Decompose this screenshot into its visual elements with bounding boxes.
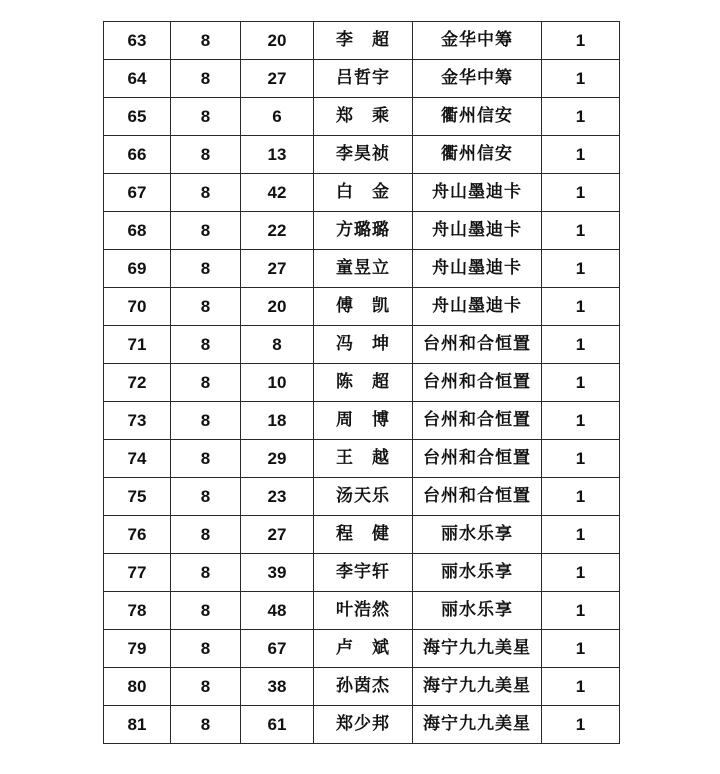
count-cell: 23	[241, 478, 314, 516]
group-cell: 8	[171, 174, 241, 212]
score-cell: 1	[542, 554, 620, 592]
player-name-cell: 郑少邦	[314, 706, 413, 744]
row-number-cell: 80	[104, 668, 171, 706]
roster-table	[103, 21, 620, 744]
count-cell: 8	[241, 326, 314, 364]
row-number-cell: 77	[104, 554, 171, 592]
score-cell: 1	[542, 136, 620, 174]
count-cell: 67	[241, 630, 314, 668]
table-row	[104, 440, 620, 478]
row-number-cell: 73	[104, 402, 171, 440]
row-number-cell: 71	[104, 326, 171, 364]
score-cell: 1	[542, 478, 620, 516]
player-name-cell: 方璐璐	[314, 212, 413, 250]
score-cell: 1	[542, 22, 620, 60]
team-name-cell: 海宁九九美星	[413, 668, 542, 706]
team-name-cell: 金华中筹	[413, 22, 542, 60]
player-name-cell: 周 博	[314, 402, 413, 440]
count-cell: 20	[241, 288, 314, 326]
player-name-cell: 程 健	[314, 516, 413, 554]
table-row	[104, 706, 620, 744]
team-name-cell: 丽水乐享	[413, 516, 542, 554]
score-cell: 1	[542, 174, 620, 212]
table-row	[104, 288, 620, 326]
group-cell: 8	[171, 630, 241, 668]
table-row	[104, 326, 620, 364]
count-cell: 13	[241, 136, 314, 174]
player-name-cell: 孙茵杰	[314, 668, 413, 706]
group-cell: 8	[171, 668, 241, 706]
team-name-cell: 海宁九九美星	[413, 630, 542, 668]
team-name-cell: 舟山墨迪卡	[413, 250, 542, 288]
roster-sheet	[103, 21, 619, 744]
table-row	[104, 554, 620, 592]
player-name-cell: 郑 乘	[314, 98, 413, 136]
table-row	[104, 212, 620, 250]
count-cell: 27	[241, 516, 314, 554]
row-number-cell: 75	[104, 478, 171, 516]
table-row	[104, 478, 620, 516]
count-cell: 10	[241, 364, 314, 402]
player-name-cell: 李宇轩	[314, 554, 413, 592]
group-cell: 8	[171, 554, 241, 592]
row-number-cell: 72	[104, 364, 171, 402]
group-cell: 8	[171, 706, 241, 744]
player-name-cell: 李昊祯	[314, 136, 413, 174]
player-name-cell: 汤天乐	[314, 478, 413, 516]
team-name-cell: 丽水乐享	[413, 592, 542, 630]
row-number-cell: 65	[104, 98, 171, 136]
player-name-cell: 李 超	[314, 22, 413, 60]
count-cell: 39	[241, 554, 314, 592]
row-number-cell: 64	[104, 60, 171, 98]
row-number-cell: 63	[104, 22, 171, 60]
row-number-cell: 69	[104, 250, 171, 288]
count-cell: 27	[241, 60, 314, 98]
team-name-cell: 台州和合恒置	[413, 478, 542, 516]
row-number-cell: 81	[104, 706, 171, 744]
player-name-cell: 卢 斌	[314, 630, 413, 668]
group-cell: 8	[171, 440, 241, 478]
player-name-cell: 傅 凯	[314, 288, 413, 326]
group-cell: 8	[171, 98, 241, 136]
count-cell: 61	[241, 706, 314, 744]
team-name-cell: 舟山墨迪卡	[413, 212, 542, 250]
team-name-cell: 台州和合恒置	[413, 440, 542, 478]
score-cell: 1	[542, 630, 620, 668]
player-name-cell: 冯 坤	[314, 326, 413, 364]
row-number-cell: 70	[104, 288, 171, 326]
team-name-cell: 丽水乐享	[413, 554, 542, 592]
count-cell: 6	[241, 98, 314, 136]
count-cell: 29	[241, 440, 314, 478]
group-cell: 8	[171, 288, 241, 326]
table-row	[104, 668, 620, 706]
team-name-cell: 台州和合恒置	[413, 402, 542, 440]
team-name-cell: 台州和合恒置	[413, 326, 542, 364]
player-name-cell: 吕哲宇	[314, 60, 413, 98]
table-row	[104, 22, 620, 60]
team-name-cell: 衢州信安	[413, 136, 542, 174]
row-number-cell: 76	[104, 516, 171, 554]
count-cell: 22	[241, 212, 314, 250]
player-name-cell: 白 金	[314, 174, 413, 212]
group-cell: 8	[171, 136, 241, 174]
score-cell: 1	[542, 402, 620, 440]
player-name-cell: 陈 超	[314, 364, 413, 402]
table-row	[104, 516, 620, 554]
row-number-cell: 79	[104, 630, 171, 668]
row-number-cell: 66	[104, 136, 171, 174]
group-cell: 8	[171, 326, 241, 364]
team-name-cell: 衢州信安	[413, 98, 542, 136]
row-number-cell: 68	[104, 212, 171, 250]
table-row	[104, 98, 620, 136]
group-cell: 8	[171, 22, 241, 60]
table-row	[104, 364, 620, 402]
score-cell: 1	[542, 288, 620, 326]
score-cell: 1	[542, 706, 620, 744]
count-cell: 42	[241, 174, 314, 212]
group-cell: 8	[171, 516, 241, 554]
count-cell: 18	[241, 402, 314, 440]
score-cell: 1	[542, 250, 620, 288]
roster-table-body	[104, 22, 620, 744]
score-cell: 1	[542, 668, 620, 706]
team-name-cell: 金华中筹	[413, 60, 542, 98]
team-name-cell: 台州和合恒置	[413, 364, 542, 402]
team-name-cell: 舟山墨迪卡	[413, 174, 542, 212]
row-number-cell: 74	[104, 440, 171, 478]
group-cell: 8	[171, 212, 241, 250]
count-cell: 27	[241, 250, 314, 288]
player-name-cell: 童昱立	[314, 250, 413, 288]
count-cell: 38	[241, 668, 314, 706]
row-number-cell: 67	[104, 174, 171, 212]
group-cell: 8	[171, 592, 241, 630]
score-cell: 1	[542, 364, 620, 402]
score-cell: 1	[542, 326, 620, 364]
count-cell: 48	[241, 592, 314, 630]
table-row	[104, 402, 620, 440]
group-cell: 8	[171, 478, 241, 516]
score-cell: 1	[542, 60, 620, 98]
table-row	[104, 174, 620, 212]
team-name-cell: 海宁九九美星	[413, 706, 542, 744]
table-row	[104, 250, 620, 288]
score-cell: 1	[542, 516, 620, 554]
score-cell: 1	[542, 212, 620, 250]
table-row	[104, 60, 620, 98]
group-cell: 8	[171, 250, 241, 288]
player-name-cell: 叶浩然	[314, 592, 413, 630]
count-cell: 20	[241, 22, 314, 60]
group-cell: 8	[171, 364, 241, 402]
table-row	[104, 136, 620, 174]
score-cell: 1	[542, 98, 620, 136]
row-number-cell: 78	[104, 592, 171, 630]
score-cell: 1	[542, 440, 620, 478]
table-row	[104, 592, 620, 630]
score-cell: 1	[542, 592, 620, 630]
table-row	[104, 630, 620, 668]
group-cell: 8	[171, 402, 241, 440]
group-cell: 8	[171, 60, 241, 98]
player-name-cell: 王 越	[314, 440, 413, 478]
team-name-cell: 舟山墨迪卡	[413, 288, 542, 326]
